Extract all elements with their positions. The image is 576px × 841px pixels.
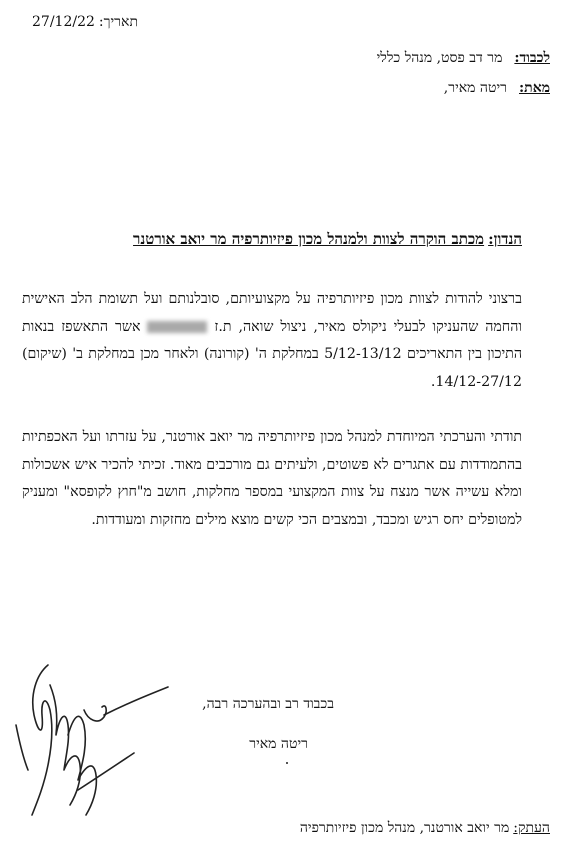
recipient-label: לכבוד: <box>514 50 550 66</box>
cc-label: העתק: <box>513 820 550 836</box>
body-paragraph-2: תודתי והערכתי המיוחדת למנהל מכון פיזיותרפיה מר יואב אורטנר, על עזרתו ועל האכפתיות בהתמודדות עם אתגרים לא פשוטים, ולעיתים גם מורכבים מאוד. זכיתי להכיר איש אשכולות ומלא עשייה אשר מנצח על צוות המקצועי במספר מחלקות, חושב מ"חוץ לקופסא" ומעניק למטופלים יחס רגיש ומכבד, ובמצבים הכי קשים מוצא מילים מחזקות ומעודדות. <box>22 429 522 528</box>
recipient-line <box>377 50 550 67</box>
paragraph-1-end: אשר התאשפז בנאות התיכון בין התאריכים 5/12-13/12 במחלקת ה' (קורונה) ולאחר מכן במחלקת ב' (שיקום) 14/12-27/12. <box>22 318 522 390</box>
subject-line <box>133 230 522 249</box>
stray-dot <box>286 762 288 764</box>
subject-text: מכתב הוקרה לצוות ולמנהל מכון פיזיותרפיה מר יואב אורטנר <box>133 230 485 248</box>
sender-value: ריטה מאיר, <box>443 80 507 96</box>
body-paragraph-1 <box>22 286 522 396</box>
sender-label: מאת: <box>519 80 550 96</box>
cc-line <box>300 820 550 837</box>
handwritten-signature <box>8 655 208 835</box>
recipient-value: מר דב פסט, מנהל כללי <box>376 50 503 66</box>
signer-name: ריטה מאיר <box>249 736 308 752</box>
date-line <box>0 14 138 31</box>
cc-text: מר יואב אורטנר, מנהל מכון פיזיותרפיה <box>299 820 510 836</box>
sender-line <box>444 80 550 97</box>
paragraph-1-start: ברצוני להודות לצוות מכון פיזיותרפיה על מקצועיותם, סובלנותם ועל תשומת הלב האישית והחמה שהעניקו לבעלי ניקולס מאיר, ניצול שואה, ת.ז <box>22 291 522 335</box>
date-value: 27/12/22 <box>32 14 95 30</box>
subject-label: הנדון: <box>488 230 522 248</box>
closing-regards: בכבוד רב ובהערכה רבה, <box>202 696 334 712</box>
redacted-id-number <box>147 321 207 333</box>
date-label: תאריך: <box>98 14 138 30</box>
